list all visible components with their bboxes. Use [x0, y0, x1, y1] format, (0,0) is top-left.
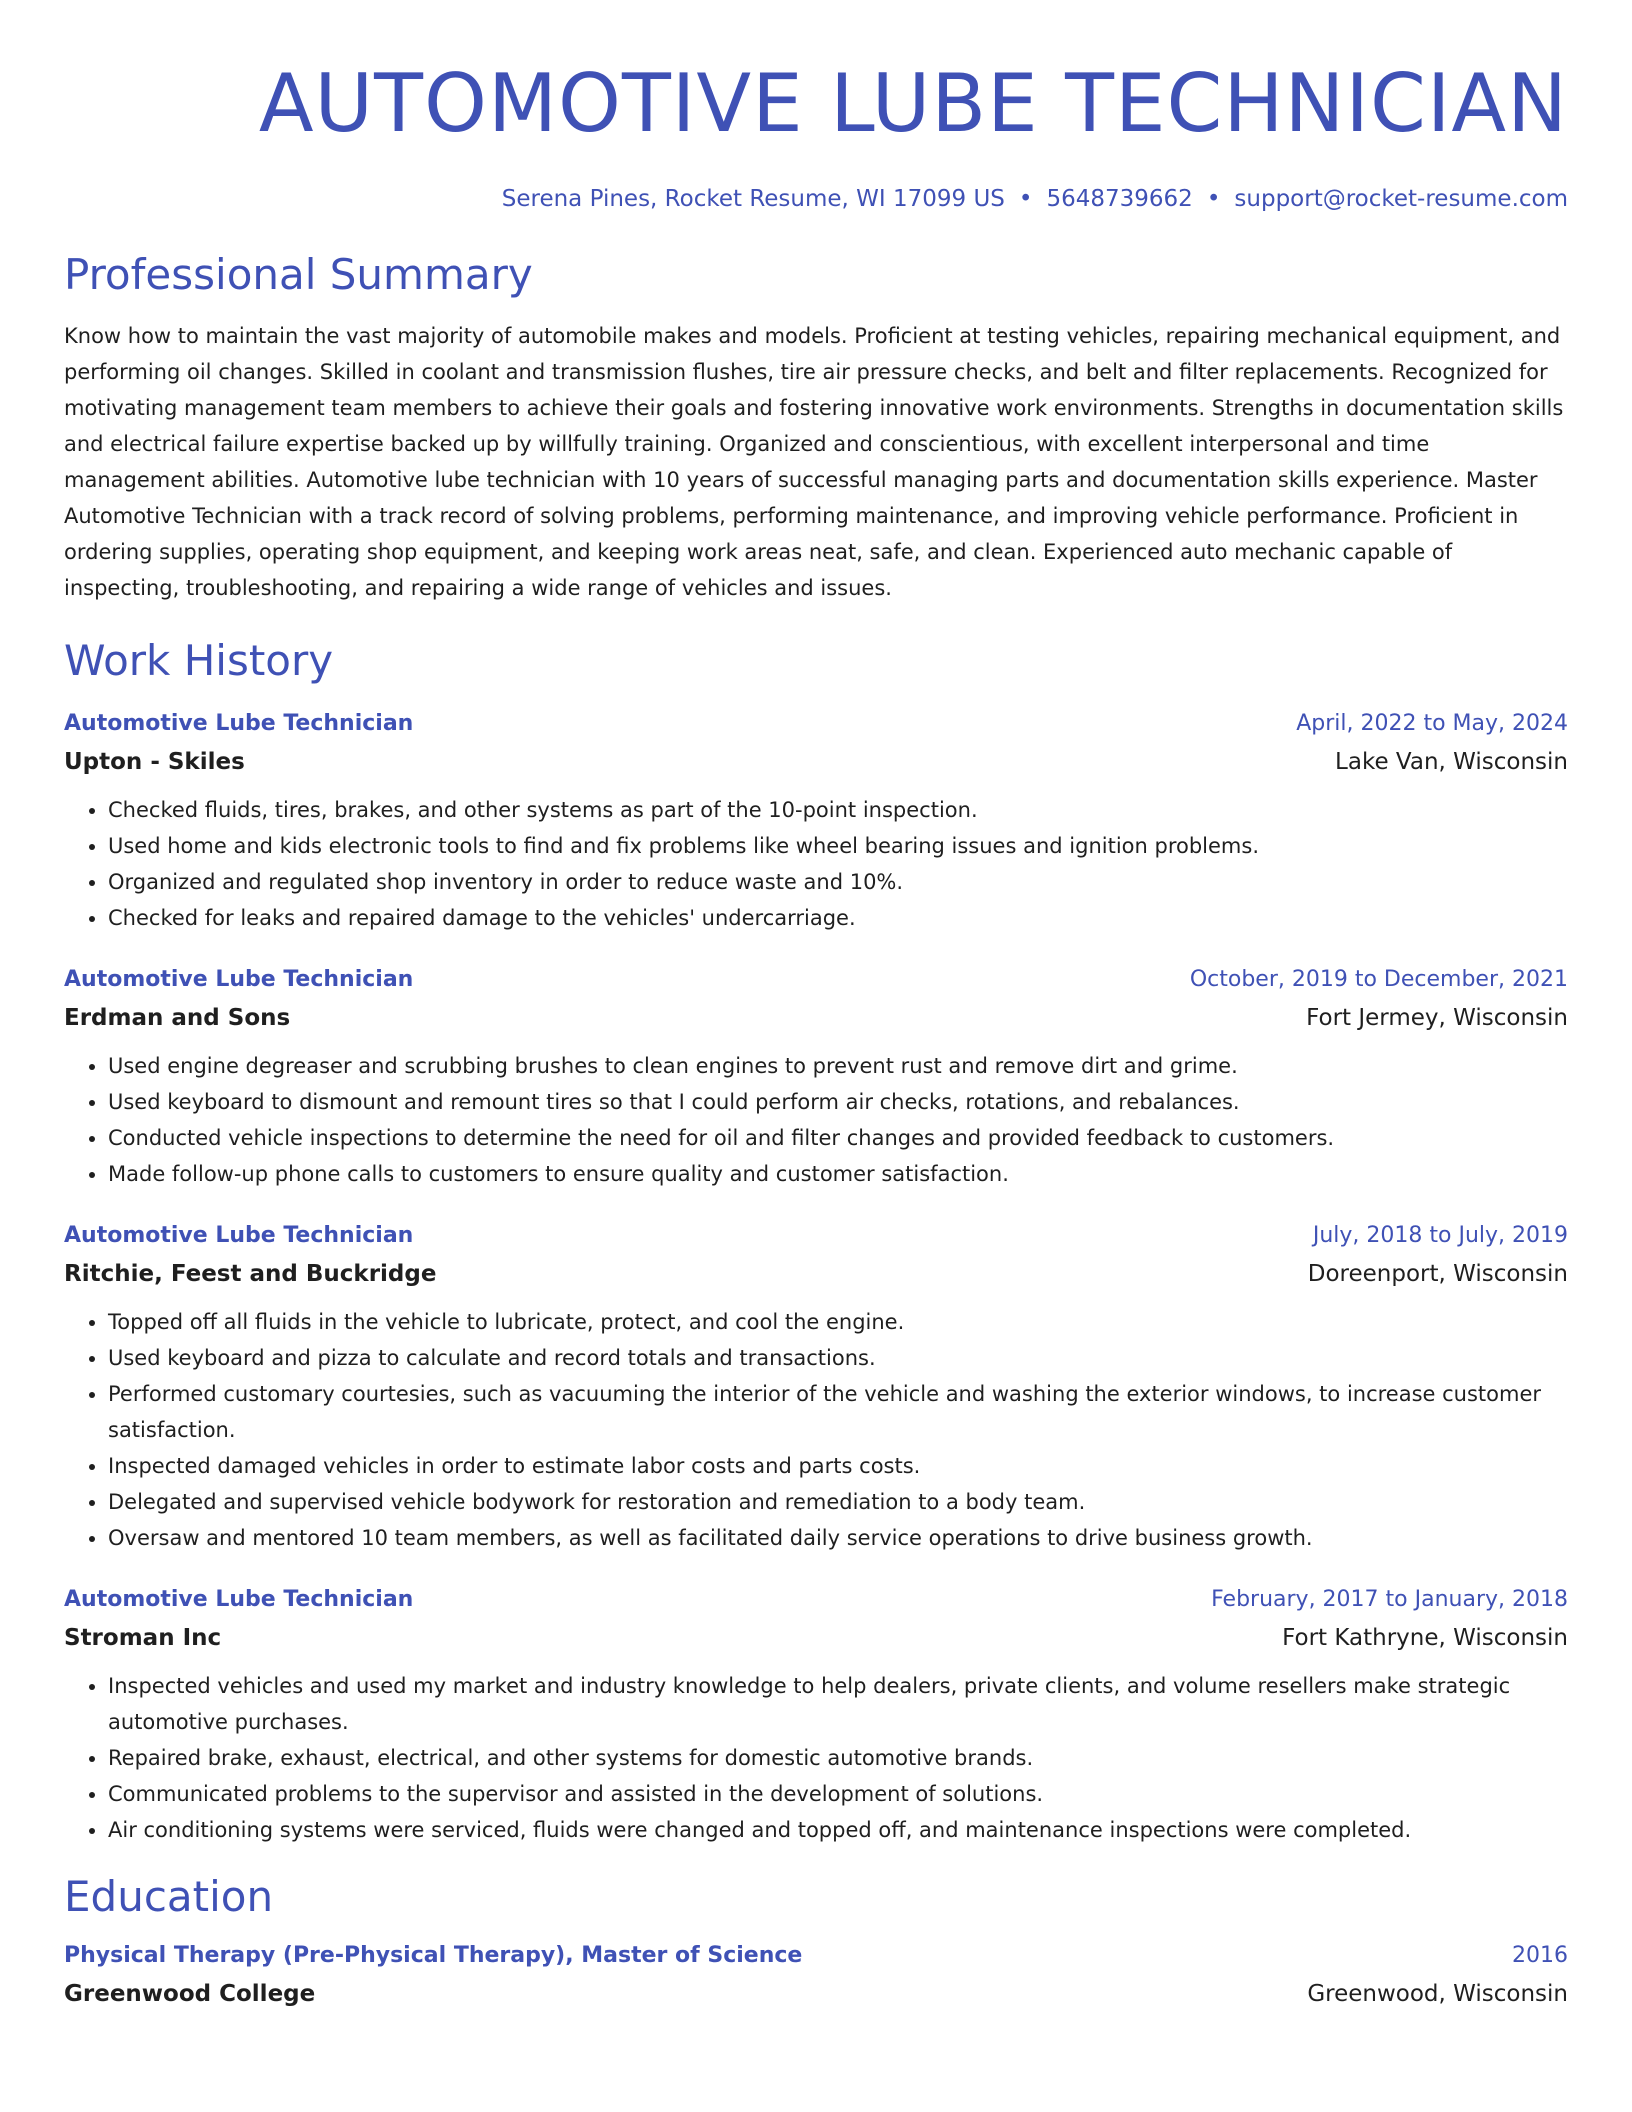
company-name: Stroman Inc [64, 1625, 222, 1651]
graduation-year: 2016 [1512, 1943, 1568, 1968]
job-dates: October, 2019 to December, 2021 [1189, 967, 1568, 992]
job-bullet: • Used keyboard to dismount and remount tires so that I could perform air checks, rotations, and rebalances. [108, 1084, 1568, 1120]
job-bullet: • Oversaw and mentored 10 team members, as well as facilitated daily service operations to drive business growth. [108, 1520, 1568, 1556]
job-entry [64, 706, 1568, 936]
job-bullets [64, 1048, 1568, 1192]
contact-email: support@rocket-resume.com [1234, 186, 1568, 212]
summary-heading: Professional Summary [64, 250, 533, 299]
job-bullet: • Conducted vehicle inspections to determine the need for oil and filter changes and provided feedback to customers. [108, 1120, 1568, 1156]
job-location: Lake Van, Wisconsin [1335, 749, 1568, 775]
job-header-row [64, 1218, 1568, 1254]
school-name: Greenwood College [64, 1981, 316, 2007]
job-bullet: • Inspected damaged vehicles in order to estimate labor costs and parts costs. [108, 1448, 1568, 1484]
job-bullet: • Checked for leaks and repaired damage to the vehicles' undercarriage. [108, 900, 1568, 936]
job-entry [64, 1218, 1568, 1556]
job-bullet: • Made follow-up phone calls to customers to ensure quality and customer satisfaction. [108, 1156, 1568, 1192]
education-header-row [64, 1938, 1568, 1974]
job-title: Automotive Lube Technician [64, 1223, 414, 1248]
job-company-row [64, 1254, 1568, 1294]
company-name: Ritchie, Feest and Buckridge [64, 1261, 437, 1287]
job-title: Automotive Lube Technician [64, 967, 414, 992]
job-bullets [64, 1304, 1568, 1556]
job-company-row [64, 998, 1568, 1038]
education-heading: Education [64, 1872, 274, 1921]
summary-text: Know how to maintain the vast majority of automobile makes and models. Proficient at testing vehicles, repairing mechanical equipment, and performing oil changes. Skilled in coolant and transmission flushes, tire air pressure checks, and belt and filter replacements. Recognized for motivating management team members to achieve their goals and fostering innovative work environments. Strengths in documentation skills and electrical failure expertise backed up by willfully training. Organized and conscientious, with excellent interpersonal and time management abilities. Automotive lube technician with 10 years of successful managing parts and documentation skills experience. Master Automotive Technician with a track record of solving problems, performing maintenance, and improving vehicle performance. Proficient in ordering supplies, operating shop equipment, and keeping work areas neat, safe, and clean. Experienced auto mechanic capable of inspecting, troubleshooting, and repairing a wide range of vehicles and issues. [64, 324, 1564, 600]
company-name: Upton - Skiles [64, 749, 245, 775]
degree: Physical Therapy (Pre-Physical Therapy), Master of Science [64, 1943, 803, 1968]
contact-address: Serena Pines, Rocket Resume, WI 17099 US [501, 186, 1005, 212]
job-entry [64, 962, 1568, 1192]
job-location: Fort Kathryne, Wisconsin [1282, 1625, 1568, 1651]
contact-phone: 5648739662 [1046, 186, 1193, 212]
job-dates: April, 2022 to May, 2024 [1296, 711, 1568, 736]
company-name: Erdman and Sons [64, 1005, 291, 1031]
job-bullet: • Performed customary courtesies, such as vacuuming the interior of the vehicle and washing the exterior windows, to increase customer satisfaction. [108, 1376, 1568, 1448]
work-history-heading: Work History [64, 636, 334, 685]
job-bullet: • Inspected vehicles and used my market and industry knowledge to help dealers, private clients, and volume resellers make strategic automotive purchases. [108, 1668, 1568, 1740]
job-header-row [64, 706, 1568, 742]
job-location: Doreenport, Wisconsin [1307, 1261, 1568, 1287]
job-title: Automotive Lube Technician [64, 1587, 414, 1612]
job-bullet: • Used home and kids electronic tools to find and fix problems like wheel bearing issues and ignition problems. [108, 828, 1568, 864]
job-bullet: • Air conditioning systems were serviced, fluids were changed and topped off, and maintenance inspections were completed. [108, 1812, 1568, 1848]
job-bullet: • Checked fluids, tires, brakes, and other systems as part of the 10-point inspection. [108, 792, 1568, 828]
job-header-row [64, 1582, 1568, 1618]
job-bullet: • Organized and regulated shop inventory in order to reduce waste and 10%. [108, 864, 1568, 900]
job-bullet: • Topped off all fluids in the vehicle to lubricate, protect, and cool the engine. [108, 1304, 1568, 1340]
job-bullet: • Used keyboard and pizza to calculate and record totals and transactions. [108, 1340, 1568, 1376]
job-entry [64, 1582, 1568, 1848]
job-bullets [64, 1668, 1568, 1848]
job-bullet: • Communicated problems to the supervisor and assisted in the development of solutions. [108, 1776, 1568, 1812]
job-dates: February, 2017 to January, 2018 [1211, 1587, 1568, 1612]
school-location: Greenwood, Wisconsin [1307, 1981, 1568, 2007]
work-history-list [64, 706, 1568, 1848]
job-dates: July, 2018 to July, 2019 [1312, 1223, 1568, 1248]
education-list [64, 1938, 1568, 2014]
education-entry [64, 1938, 1568, 2014]
job-bullet: • Repaired brake, exhaust, electrical, and other systems for domestic automotive brands. [108, 1740, 1568, 1776]
contact-line [64, 182, 1568, 216]
job-bullets [64, 792, 1568, 936]
education-school-row [64, 1974, 1568, 2014]
job-title: Automotive Lube Technician [64, 711, 414, 736]
job-company-row [64, 1618, 1568, 1658]
job-location: Fort Jermey, Wisconsin [1306, 1005, 1568, 1031]
job-company-row [64, 742, 1568, 782]
contact-separator: • [1018, 186, 1033, 212]
job-bullet: • Delegated and supervised vehicle bodywork for restoration and remediation to a body team. [108, 1484, 1568, 1520]
resume-title: AUTOMOTIVE LUBE TECHNICIAN [258, 57, 1568, 150]
contact-separator: • [1206, 186, 1221, 212]
job-bullet: • Used engine degreaser and scrubbing brushes to clean engines to prevent rust and remove dirt and grime. [108, 1048, 1568, 1084]
job-header-row [64, 962, 1568, 998]
